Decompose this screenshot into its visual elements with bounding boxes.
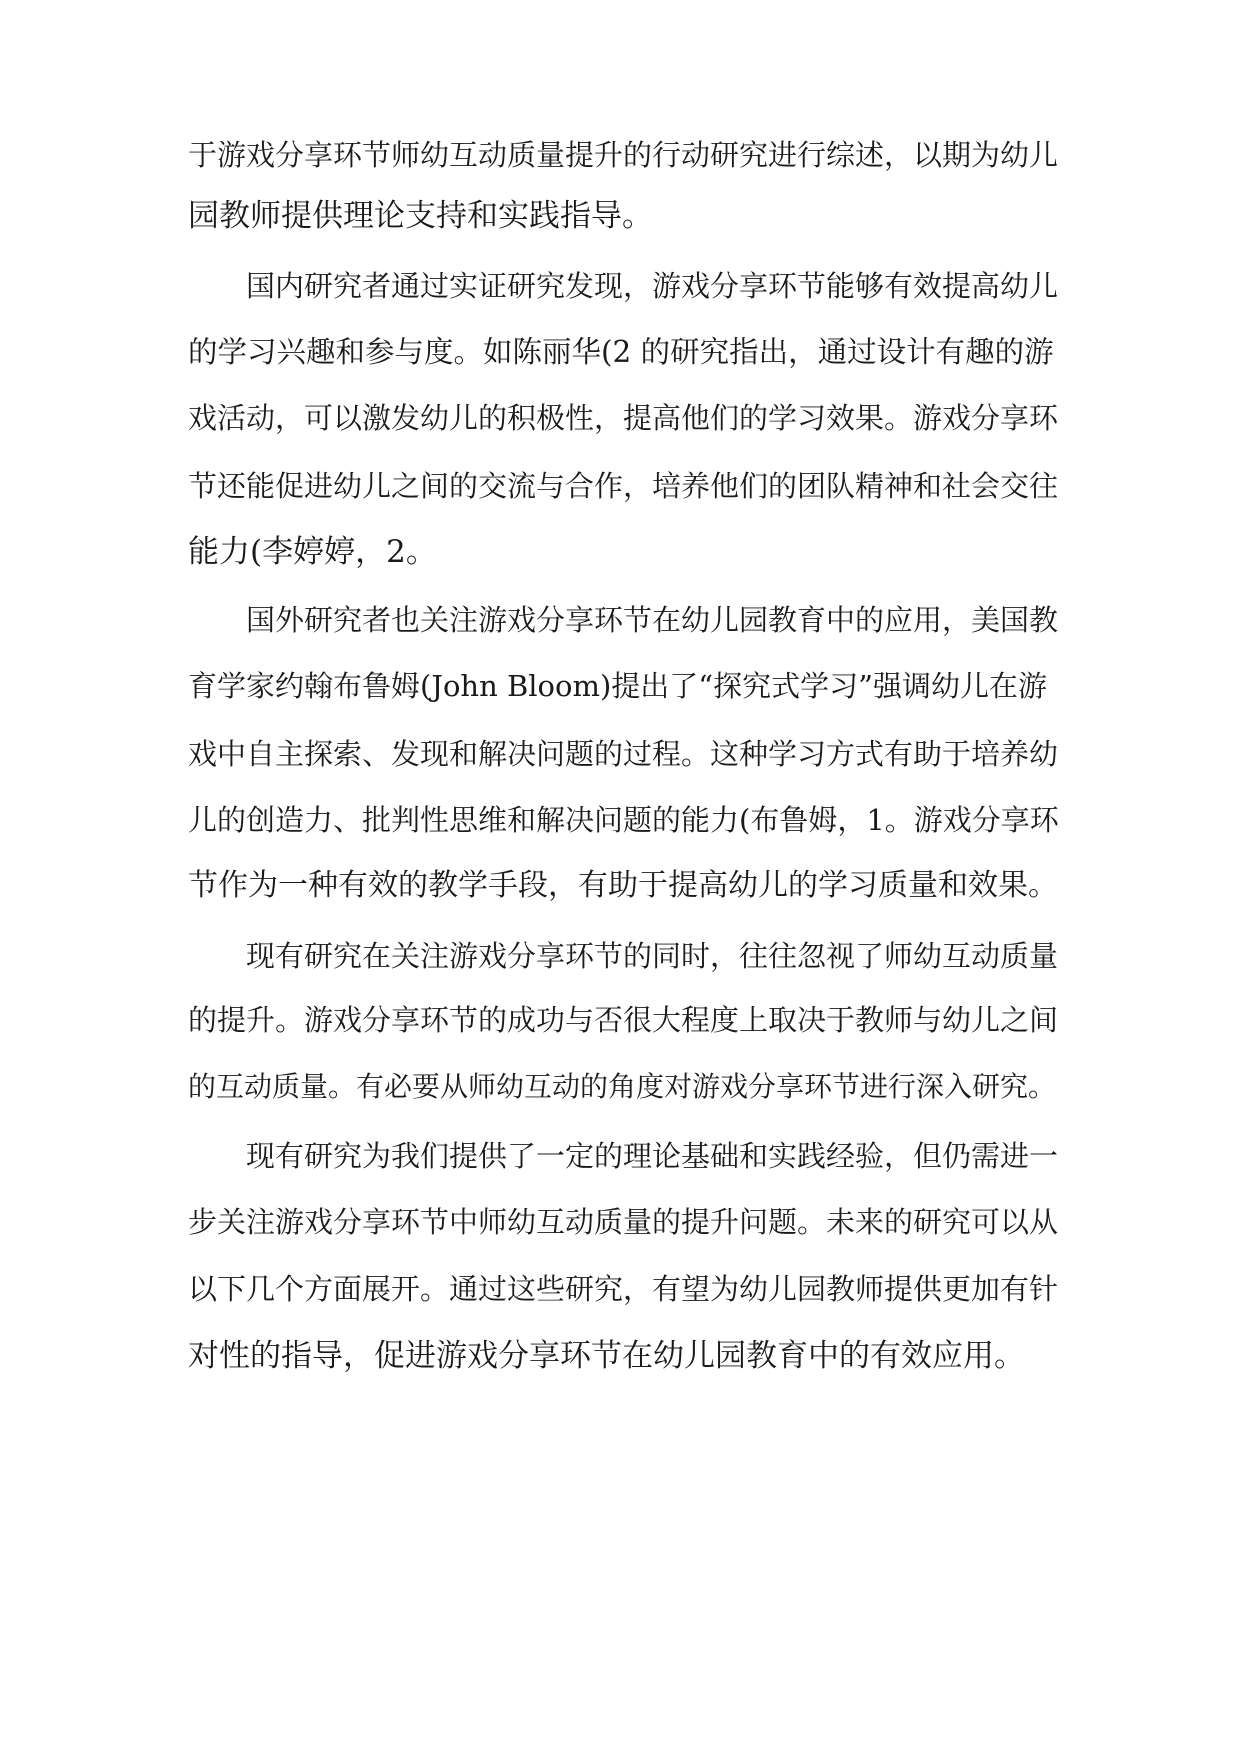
text-line: 的学习兴趣和参与度。如陈丽华(2 的研究指出，通过设计有趣的游 <box>188 335 1054 369</box>
text-line: 能力(李婷婷，2。 <box>188 534 437 570</box>
text-line: 节还能促进幼儿之间的交流与合作，培养他们的团队精神和社会交往 <box>188 469 1059 503</box>
text-line: 国内研究者通过实证研究发现，游戏分享环节能够有效提高幼儿 <box>246 269 1059 303</box>
text-line: 国外研究者也关注游戏分享环节在幼儿园教育中的应用，美国教 <box>246 603 1059 637</box>
text-line: 儿的创造力、批判性思维和解决问题的能力(布鲁姆，1。游戏分享环 <box>188 803 1059 837</box>
text-line: 戏中自主探索、发现和解决问题的过程。这种学习方式有助于培养幼 <box>188 737 1059 771</box>
text-line: 园教师提供理论支持和实践指导。 <box>188 198 653 234</box>
text-line: 步关注游戏分享环节中师幼互动质量的提升问题。未来的研究可以从 <box>188 1205 1059 1239</box>
text-line: 对性的指导，促进游戏分享环节在幼儿园教育中的有效应用。 <box>188 1338 1025 1374</box>
text-line: 育学家约翰布鲁姆(John Bloom)提出了“探究式学习”强调幼儿在游 <box>188 669 1047 703</box>
text-line: 节作为一种有效的教学手段，有助于提高幼儿的学习质量和效果。 <box>188 868 1058 903</box>
text-line: 于游戏分享环节师幼互动质量提升的行动研究进行综述，以期为幼儿 <box>188 138 1059 172</box>
text-line: 以下几个方面展开。通过这些研究，有望为幼儿园教师提供更加有针 <box>188 1272 1059 1306</box>
text-line: 现有研究在关注游戏分享环节的同时，往往忽视了师幼互动质量 <box>246 939 1059 973</box>
text-line: 的提升。游戏分享环节的成功与否很大程度上取决于教师与幼儿之间 <box>188 1003 1059 1037</box>
text-line: 的互动质量。有必要从师幼互动的角度对游戏分享环节进行深入研究。 <box>188 1070 1057 1103</box>
text-line: 现有研究为我们提供了一定的理论基础和实践经验，但仍需进一 <box>246 1139 1059 1173</box>
text-line: 戏活动，可以激发幼儿的积极性，提高他们的学习效果。游戏分享环 <box>188 401 1059 435</box>
